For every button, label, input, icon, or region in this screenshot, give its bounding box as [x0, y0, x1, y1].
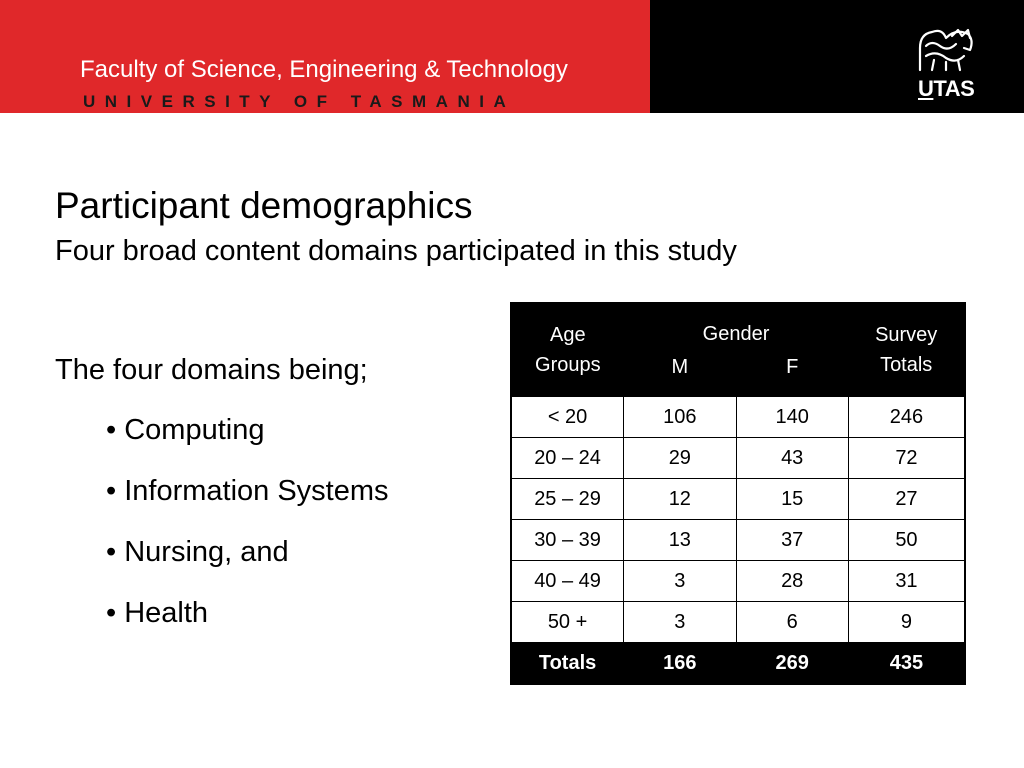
female-header: F: [736, 352, 848, 397]
table-cell: 31: [848, 561, 965, 602]
table-cell: 3: [624, 561, 736, 602]
table-cell: 29: [624, 438, 736, 479]
table-cell: 9: [848, 602, 965, 643]
totals-label: Totals: [511, 643, 624, 685]
table-cell: 37: [736, 520, 848, 561]
table-cell: 27: [848, 479, 965, 520]
total-male: 166: [624, 643, 736, 685]
gender-header: Gender: [624, 303, 849, 352]
table-cell: 12: [624, 479, 736, 520]
list-item: • Nursing, and: [106, 536, 289, 568]
slide-title: Participant demographics: [55, 185, 473, 226]
table-cell: 140: [736, 397, 848, 438]
table-cell: 28: [736, 561, 848, 602]
table-cell: 72: [848, 438, 965, 479]
table-cell: 6: [736, 602, 848, 643]
male-header: M: [624, 352, 736, 397]
total-female: 269: [736, 643, 848, 685]
table-cell: 25 – 29: [511, 479, 624, 520]
table-row: [511, 438, 965, 479]
faculty-name: Faculty of Science, Engineering & Technology: [80, 56, 568, 83]
list-item: • Health: [106, 597, 209, 629]
slide-subtitle: Four broad content domains participated in this study: [55, 235, 737, 267]
domains-intro: The four domains being;: [55, 354, 368, 386]
age-groups-header: Age Groups: [511, 303, 624, 397]
table-cell: 50 +: [511, 602, 624, 643]
table-row: [511, 479, 965, 520]
table-row: [511, 561, 965, 602]
table-cell: 13: [624, 520, 736, 561]
totals-row: [511, 643, 965, 685]
survey-totals-header: Survey Totals: [848, 303, 965, 397]
list-item: • Computing: [106, 414, 265, 446]
table-row: [511, 602, 965, 643]
utas-logo: [912, 24, 980, 104]
logo-wordmark: UTAS: [918, 76, 975, 101]
table-cell: 50: [848, 520, 965, 561]
table-cell: 43: [736, 438, 848, 479]
table-cell: 15: [736, 479, 848, 520]
total-survey: 435: [848, 643, 965, 685]
table-cell: 40 – 49: [511, 561, 624, 602]
list-item: • Information Systems: [106, 475, 389, 507]
domains-list: [106, 414, 389, 658]
table-cell: 3: [624, 602, 736, 643]
table-cell: 106: [624, 397, 736, 438]
demographics-table: [510, 302, 966, 685]
lion-emblem-icon: [912, 24, 980, 74]
table-row: [511, 520, 965, 561]
table-cell: 246: [848, 397, 965, 438]
table-row: [511, 397, 965, 438]
table-cell: < 20: [511, 397, 624, 438]
university-name: UNIVERSITY OF TASMANIA: [83, 92, 516, 111]
table-cell: 30 – 39: [511, 520, 624, 561]
table-cell: 20 – 24: [511, 438, 624, 479]
